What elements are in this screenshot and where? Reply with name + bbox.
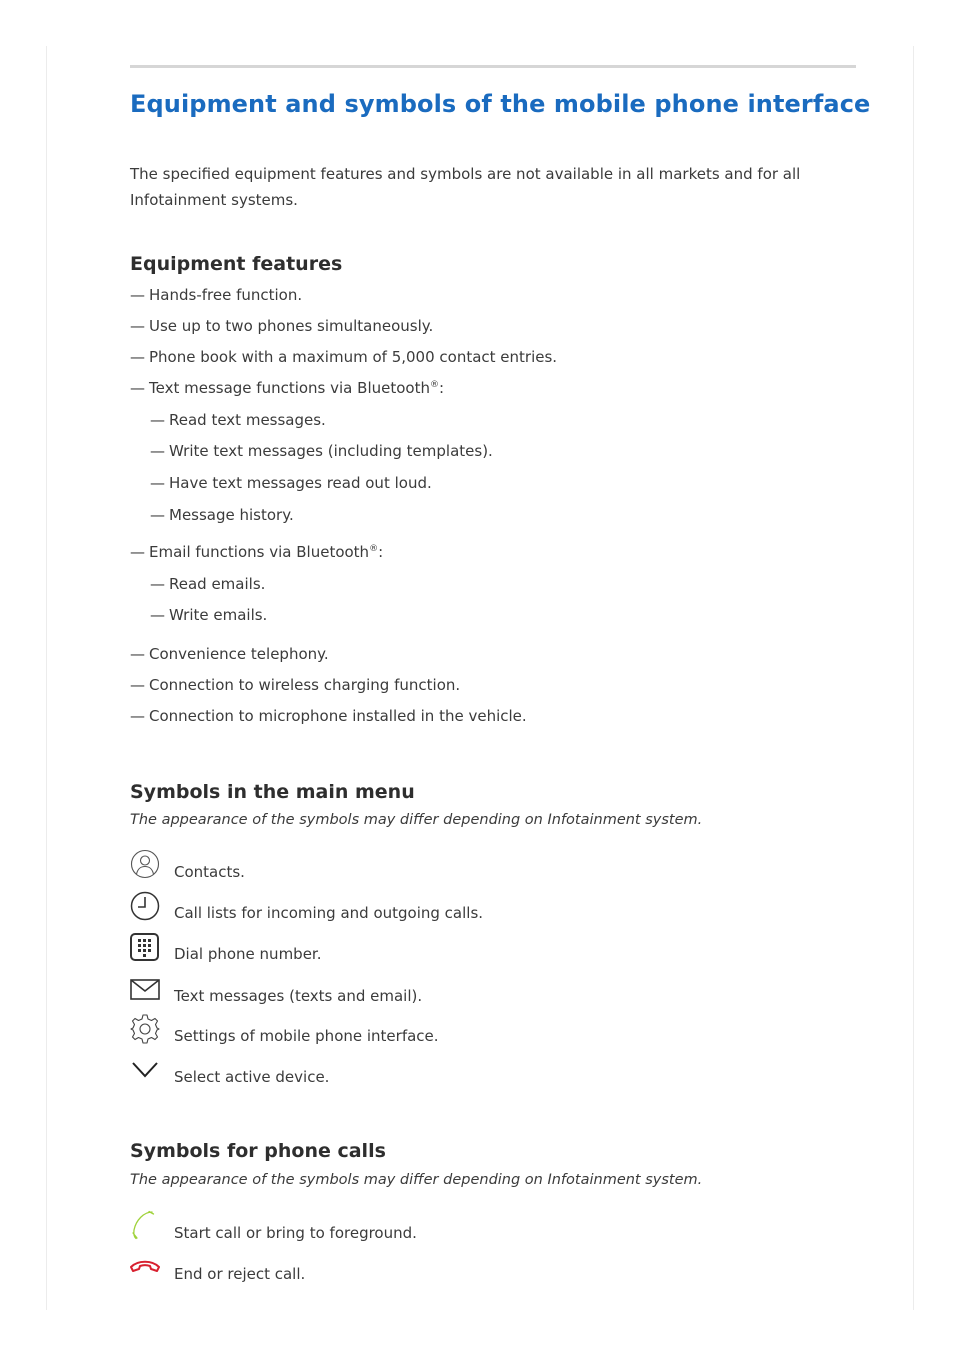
list-item: — Convenience telephony. <box>130 645 329 663</box>
main-menu-symbols-heading: Symbols in the main menu <box>130 781 415 803</box>
registered-mark: ® <box>369 544 379 554</box>
symbol-row-start-call <box>130 1210 830 1240</box>
chevron-down-icon <box>130 1056 160 1086</box>
list-item-text: Hands-free function. <box>149 286 303 304</box>
list-item-text: Text message functions via Bluetooth <box>149 379 430 397</box>
sub-list-item: — Message history. <box>150 506 294 524</box>
list-item-text: Phone book with a maximum of 5,000 contact entries. <box>149 348 558 366</box>
symbol-label: Contacts. <box>174 863 245 881</box>
symbol-label: Settings of mobile phone interface. <box>174 1027 439 1045</box>
list-item-text: Read text messages. <box>169 411 326 429</box>
sub-list-item: — Have text messages read out loud. <box>150 474 432 492</box>
header-rule <box>130 65 856 68</box>
list-item: — Text message functions via Bluetooth®: <box>130 379 445 397</box>
symbol-label: Start call or bring to foreground. <box>174 1224 417 1242</box>
symbol-row-messages <box>130 975 830 1005</box>
clock-icon <box>130 891 160 921</box>
list-item: — Hands-free function. <box>130 286 303 304</box>
symbol-label: Call lists for incoming and outgoing calls. <box>174 904 484 922</box>
page-margin-line-left <box>46 46 47 1310</box>
list-item-text: Write text messages (including templates). <box>169 442 493 460</box>
symbol-row-settings <box>130 1014 830 1044</box>
equipment-features-heading: Equipment features <box>130 253 343 275</box>
list-item-text: Connection to wireless charging function. <box>149 676 461 694</box>
list-item-text: Write emails. <box>169 606 268 624</box>
colon: : <box>378 543 384 561</box>
sub-list-item: — Read emails. <box>150 575 266 593</box>
list-item-text: Convenience telephony. <box>149 645 329 663</box>
list-item-text: Connection to microphone installed in the vehicle. <box>149 707 527 725</box>
symbol-row-select-device <box>130 1056 830 1086</box>
sub-list-item: — Write emails. <box>150 606 268 624</box>
phone-calls-symbols-heading: Symbols for phone calls <box>130 1140 386 1162</box>
symbol-label: Text messages (texts and email). <box>174 987 423 1005</box>
symbol-row-end-call <box>130 1255 830 1285</box>
contacts-icon <box>130 849 160 879</box>
colon: : <box>438 379 445 397</box>
symbol-label: Dial phone number. <box>174 945 322 963</box>
list-item-text: Email functions via Bluetooth <box>149 543 370 561</box>
keypad-icon <box>130 932 160 962</box>
sub-list-item: — Write text messages (including templates). <box>150 442 493 460</box>
symbol-row-contacts <box>130 849 830 879</box>
symbol-label: End or reject call. <box>174 1265 306 1283</box>
sub-list-item: — Read text messages. <box>150 411 326 429</box>
list-item: — Phone book with a maximum of 5,000 contact entries. <box>130 348 558 366</box>
symbol-row-dial <box>130 932 830 962</box>
phone-end-icon <box>130 1255 160 1285</box>
envelope-icon <box>130 975 160 1005</box>
list-item: — Connection to microphone installed in the vehicle. <box>130 707 527 725</box>
symbol-label: Select active device. <box>174 1068 330 1086</box>
list-item: — Email functions via Bluetooth®: <box>130 543 384 561</box>
phone-start-icon <box>130 1210 160 1240</box>
page-margin-line-right <box>913 46 914 1310</box>
symbol-row-call-lists <box>130 891 830 921</box>
gear-icon <box>130 1014 160 1044</box>
list-item-text: Use up to two phones simultaneously. <box>149 317 434 335</box>
phone-calls-note: The appearance of the symbols may differ depending on Infotainment system. <box>130 1172 703 1188</box>
list-item-text: Read emails. <box>169 575 266 593</box>
list-item-text: Message history. <box>169 506 294 524</box>
main-menu-note: The appearance of the symbols may differ depending on Infotainment system. <box>130 812 703 828</box>
list-item: — Connection to wireless charging function. <box>130 676 461 694</box>
page-title: Equipment and symbols of the mobile phone interface <box>130 90 871 118</box>
list-item-text: Have text messages read out loud. <box>169 474 432 492</box>
registered-mark: ® <box>429 380 439 390</box>
list-item: — Use up to two phones simultaneously. <box>130 317 434 335</box>
intro-paragraph: The specified equipment features and symbols are not available in all markets and for all Infotainment systems. <box>130 165 801 209</box>
